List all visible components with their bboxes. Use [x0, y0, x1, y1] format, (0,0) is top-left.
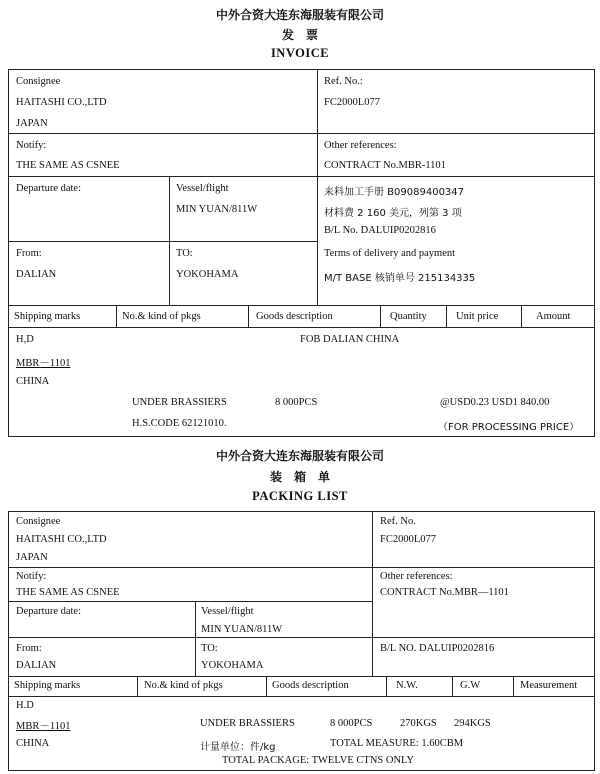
invoice-quantity: 8 000PCS: [275, 397, 318, 408]
invoice-to-label: TO:: [176, 248, 193, 259]
packing-header-nw: N.W.: [396, 680, 418, 691]
packing-to-value: YOKOHAMA: [201, 660, 264, 671]
packing-company-name: 中外合资大连东海服装有限公司: [215, 449, 384, 463]
packing-from-label: From:: [16, 643, 42, 654]
invoice-consignee-name: HAITASHI CO.,LTD: [16, 97, 107, 108]
invoice-title-en: INVOICE: [270, 46, 330, 60]
invoice-departure-label: Departure date:: [16, 183, 82, 194]
invoice-header-pkgs: No.& kind of pkgs: [122, 311, 201, 322]
packing-header-pkgs: No.& kind of pkgs: [144, 680, 223, 691]
invoice-consignee-country: JAPAN: [16, 118, 48, 129]
invoice-mark-2: MBR－1101: [16, 358, 71, 369]
packing-total-measure: TOTAL MEASURE: 1.60CBM: [330, 738, 464, 749]
packing-notify-value: THE SAME AS CSNEE: [16, 587, 120, 598]
invoice-from-value: DALIAN: [16, 269, 57, 280]
packing-header-gw: G.W: [460, 680, 481, 691]
invoice-ref-label: Ref. No.:: [324, 76, 363, 87]
invoice-hscode: H.S.CODE 62121010.: [132, 418, 227, 429]
packing-ref-value: FC2000L077: [380, 534, 437, 545]
invoice-processing-note: （FOR PROCESSING PRICE）: [438, 422, 580, 433]
packing-unit: 计量单位：件/kg: [200, 742, 276, 753]
packing-contract: CONTRACT No.MBR—1101: [380, 587, 509, 598]
packing-mark-3: CHINA: [16, 738, 50, 749]
invoice-goods: UNDER BRASSIERS: [132, 397, 227, 408]
invoice-terms-value: M/T BASE 核销单号 215134335: [324, 273, 476, 284]
packing-mark-2: MBR－1101: [16, 721, 71, 732]
invoice-header-quantity: Quantity: [390, 311, 427, 322]
packing-to-label: TO:: [201, 643, 218, 654]
packing-notify-label: Notify:: [16, 571, 47, 582]
invoice-contract: CONTRACT No.MBR-1101: [324, 160, 446, 171]
invoice-title-cn: 发 票: [281, 28, 318, 42]
packing-nw: 270KGS: [400, 718, 437, 729]
invoice-header-amount: Amount: [536, 311, 571, 322]
invoice-company-name: 中外合资大连东海服装有限公司: [215, 8, 384, 22]
packing-consignee-country: JAPAN: [16, 552, 48, 563]
packing-header-shipping-marks: Shipping marks: [14, 680, 81, 691]
invoice-consignee-label: Consignee: [16, 76, 61, 87]
invoice-price-amount: @USD0.23 USD1 840.00: [440, 397, 550, 408]
invoice-header-goods: Goods description: [256, 311, 333, 322]
packing-goods: UNDER BRASSIERS: [200, 718, 295, 729]
invoice-fob: FOB DALIAN CHINA: [300, 334, 400, 345]
invoice-other-line2: 材料费 2 160 美元，列第 3 项: [324, 208, 462, 219]
packing-other-ref-label: Other references:: [380, 571, 453, 582]
packing-departure-label: Departure date:: [16, 606, 82, 617]
packing-mark-1: H.D: [16, 700, 34, 711]
packing-from-value: DALIAN: [16, 660, 57, 671]
invoice-other-ref-label: Other references:: [324, 140, 397, 151]
invoice-header-unit-price: Unit price: [456, 311, 499, 322]
invoice-mark-1: H,D: [16, 334, 34, 345]
packing-quantity: 8 000PCS: [330, 718, 373, 729]
packing-title-cn: 装 箱 单: [269, 470, 330, 484]
invoice-from-label: From:: [16, 248, 42, 259]
packing-vessel-value: MIN YUAN/811W: [201, 624, 283, 635]
packing-ref-label: Ref. No.: [380, 516, 416, 527]
invoice-notify-label: Notify:: [16, 140, 47, 151]
invoice-other-line1: 来料加工手册 B09089400347: [324, 187, 465, 198]
packing-consignee-name: HAITASHI CO.,LTD: [16, 534, 107, 545]
invoice-bl: B/L No. DALUIP0202816: [324, 225, 436, 236]
packing-vessel-label: Vessel/flight: [201, 606, 254, 617]
invoice-header-shipping-marks: Shipping marks: [14, 311, 81, 322]
packing-gw: 294KGS: [454, 718, 491, 729]
invoice-to-value: YOKOHAMA: [176, 269, 239, 280]
invoice-vessel-label: Vessel/flight: [176, 183, 229, 194]
invoice-ref-value: FC2000L077: [324, 97, 381, 108]
packing-title-en: PACKING LIST: [252, 489, 348, 503]
packing-header-measurement: Measurement: [520, 680, 578, 691]
invoice-terms-label: Terms of delivery and payment: [324, 248, 456, 259]
packing-header-goods: Goods description: [272, 680, 349, 691]
packing-total-package: TOTAL PACKAGE: TWELVE CTNS ONLY: [222, 755, 414, 766]
packing-consignee-label: Consignee: [16, 516, 61, 527]
packing-bl: B/L NO. DALUIP0202816: [380, 643, 495, 654]
invoice-notify-value: THE SAME AS CSNEE: [16, 160, 120, 171]
invoice-vessel-value: MIN YUAN/811W: [176, 204, 258, 215]
invoice-mark-3: CHINA: [16, 376, 50, 387]
